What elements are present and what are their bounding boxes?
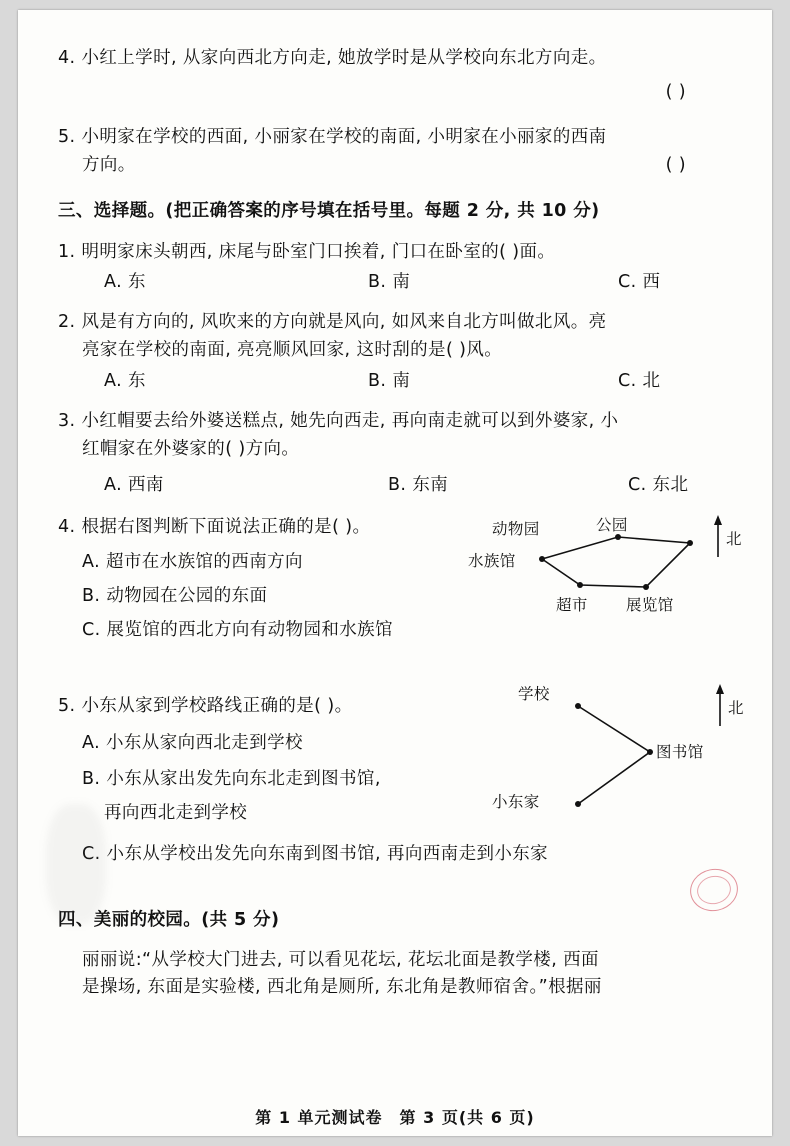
option-a[interactable]: A. 东: [104, 370, 146, 391]
option-a[interactable]: A. 西南: [104, 475, 164, 496]
question-text: 根据右图判断下面说法正确的是( )。: [81, 517, 371, 538]
question-text: 小红帽要去给外婆送糕点, 她先向西走, 再向南走就可以到外婆家, 小: [81, 410, 619, 431]
section-4-line-2: 是操场, 东面是实验楼, 西北角是厕所, 东北角是教师宿舍。”根据丽: [82, 976, 602, 997]
map-label-library: 图书馆: [656, 743, 704, 762]
question-text: 小红上学时, 从家向西北方向走, 她放学时是从学校向东北方向走。: [81, 48, 607, 68]
options-row: [58, 471, 738, 497]
compass-label-north: 北: [726, 530, 742, 549]
question-number: 5.: [58, 126, 76, 147]
map-label-xiaodong-home: 小东家: [492, 793, 540, 812]
question-text-line2: 方向。 ( ): [58, 151, 738, 179]
options-row: [58, 367, 738, 393]
option-a[interactable]: A. 小东从家向西北走到学校: [82, 732, 303, 753]
option-c[interactable]: C. 北: [618, 370, 661, 391]
section-4-line-1: 丽丽说:“从学校大门进去, 可以看见花坛, 花坛北面是教学楼, 西面: [82, 949, 599, 970]
option-b[interactable]: B. 小东从家出发先向东北走到图书馆,: [82, 769, 381, 790]
compass-label-north: 北: [728, 699, 744, 718]
question-number: 4.: [58, 517, 76, 538]
question-text-line2: 红帽家在外婆家的( )方向。: [82, 439, 300, 460]
section-4-body: [58, 947, 738, 1001]
option-c[interactable]: C. 小东从学校出发先向东南到图书馆, 再向西南走到小东家: [82, 843, 549, 864]
map-label-exhibition: 展览馆: [626, 596, 674, 615]
choice-question-2: [58, 308, 738, 393]
choice-question-5: [58, 685, 744, 892]
option-c[interactable]: C. 西: [618, 272, 661, 293]
map-label-school: 学校: [518, 685, 550, 704]
choice-question-4: [58, 513, 742, 678]
question-text: 小明家在学校的西面, 小丽家在学校的南面, 小明家在小丽家的西南: [81, 126, 607, 147]
map-label-park: 公园: [596, 516, 628, 535]
choice-question-1: [58, 238, 738, 294]
page-content: [58, 44, 744, 1106]
section-3-heading: 三、选择题。(把正确答案的序号填在括号里。每题 2 分, 共 10 分): [58, 201, 600, 222]
question-number: 3.: [58, 410, 76, 431]
question-number: 1.: [58, 241, 76, 262]
map-label-zoo: 动物园: [492, 520, 540, 539]
judge-question-4: [58, 44, 738, 107]
choice-question-3: [58, 407, 738, 498]
map-figure-2: [492, 678, 748, 838]
option-b[interactable]: B. 动物园在公园的东面: [82, 586, 268, 607]
answer-bracket[interactable]: ( ): [665, 82, 686, 103]
map-label-aquarium: 水族馆: [468, 552, 516, 571]
question-text: 小东从家到学校路线正确的是( )。: [81, 696, 353, 717]
option-b[interactable]: B. 南: [368, 370, 411, 391]
question-number: 4.: [58, 48, 76, 68]
answer-bracket[interactable]: ( ): [665, 155, 686, 176]
option-a[interactable]: A. 东: [104, 272, 146, 293]
option-a[interactable]: A. 超市在水族馆的西南方向: [82, 551, 303, 572]
question-number: 2.: [58, 312, 76, 333]
option-c[interactable]: C. 展览馆的西北方向有动物园和水族馆: [82, 620, 393, 641]
options-row: [58, 268, 738, 294]
option-b[interactable]: B. 南: [368, 272, 411, 293]
exam-page: [18, 10, 772, 1136]
question-text: 风是有方向的, 风吹来的方向就是风向, 如风来自北方叫做北风。亮: [81, 312, 607, 333]
option-c[interactable]: C. 东北: [628, 475, 689, 496]
option-b[interactable]: B. 东南: [388, 475, 449, 496]
option-b-line2: 再向西北走到学校: [104, 803, 248, 824]
question-text: 明明家床头朝西, 床尾与卧室门口挨着, 门口在卧室的( )面。: [81, 241, 556, 262]
question-number: 5.: [58, 696, 76, 717]
map-figure-1: [468, 513, 742, 643]
map-label-supermarket: 超市: [556, 596, 588, 615]
question-text-line2: 亮家在学校的南面, 亮亮顺风回家, 这时刮的是( )风。: [82, 340, 503, 361]
page-smudge: [46, 804, 106, 924]
section-4-heading: 四、美丽的校园。(共 5 分): [58, 910, 280, 931]
page-footer: 第 1 单元测试卷 第 3 页(共 6 页): [255, 1108, 535, 1127]
judge-question-5: [58, 123, 738, 180]
